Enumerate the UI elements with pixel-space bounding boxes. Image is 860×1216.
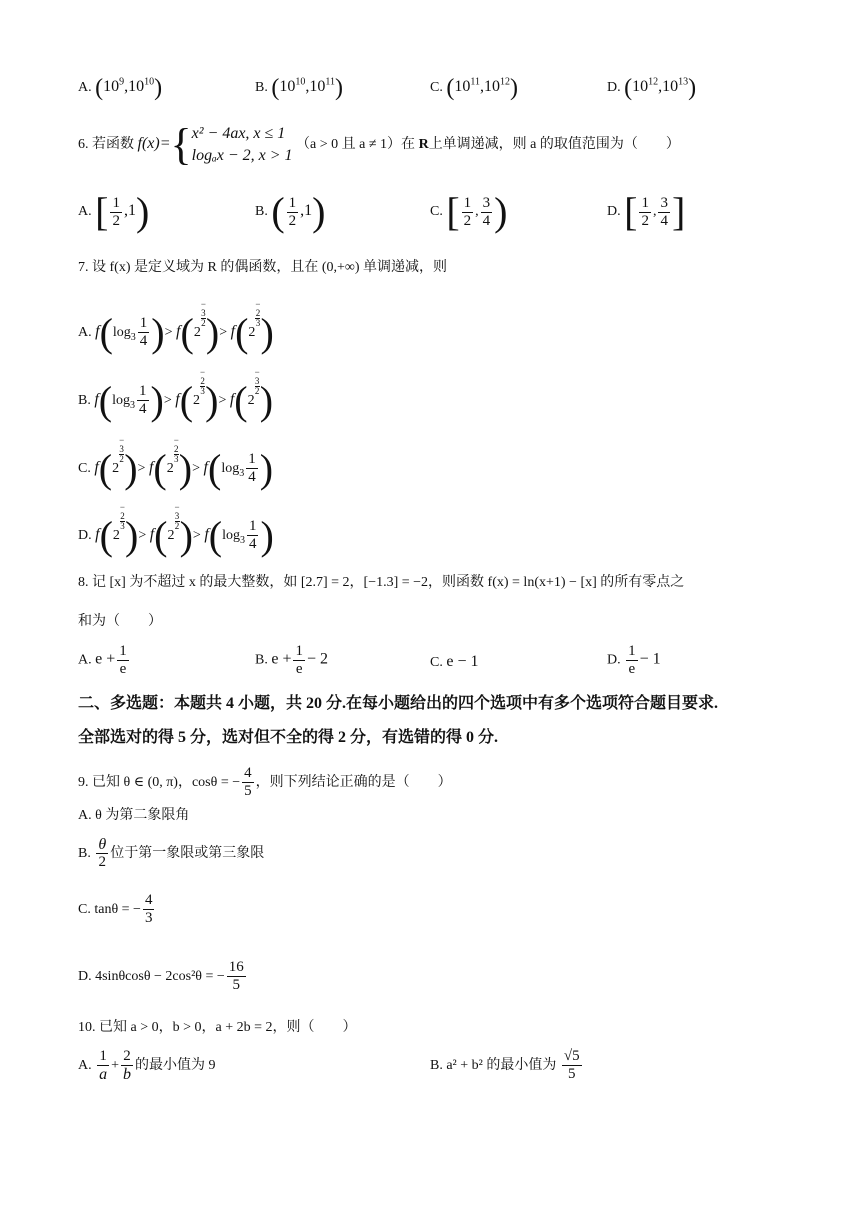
q9-option-d: D. 4sinθcosθ − 2cos²θ = − $\frac{16}{5}$: [78, 959, 244, 994]
q6-stem: 6. 若函数 f(x)={ x² − 4ax, x ≤ 1 logₐx − 2, x > 1 （a > 0 且 a ≠ 1）在 R上单调递减，则 a 的取值范围为（ ）: [78, 119, 680, 169]
q8-option-b: B. e + $\frac{1}{e}$ − 2: [255, 643, 328, 677]
section2-heading-line1: 二、多选题：本题共 4 小题，共 20 分.在每小题给出的四个选项中有多个选项符合题目要求.: [78, 695, 719, 712]
q8-option-a: A. e + $\frac{1}{e}$: [78, 643, 127, 677]
q10-stem: 10. 已知 a > 0，b > 0，a + 2b = 2，则（ ）: [78, 1020, 357, 1035]
q5-option-c: C. $(10^{11},10^{12})$: [430, 74, 518, 101]
q7-option-b: B. $f(\log_3$ $\frac{1}{4}$ )> $f(2^{- 2 3}$ )> $f(2^{- 3 2}$ ): [78, 367, 274, 423]
q9-option-b: B. $\frac{\theta}{2}$ 位于第一象限或第三象限: [78, 836, 265, 871]
q5-option-a: A. $(10^9,10^{10})$: [78, 74, 163, 101]
q6-option-d: D. [ $\frac{1}{2}$ , $\frac{3}{4}$ ]: [607, 189, 686, 234]
q10-option-b: B. a² + b² 的最小值为 $\frac{√5}{5}$: [430, 1048, 580, 1083]
q7-option-d: D. $f(2^{- 2 3}$ )> $f(2^{- 3 2}$ )> $f(\log_3$ $\frac{1}{4}$ ): [78, 502, 274, 558]
q7-stem: 7. 设 f(x) 是定义域为 R 的偶函数，且在 (0,+∞) 单调递减，则: [78, 260, 448, 275]
q8-option-c: C. e − 1: [430, 653, 479, 670]
q8-stem-line2: 和为（ ）: [78, 614, 162, 629]
section2-heading-line2: 全部选对的得 5 分，选对但不全的得 2 分，有选错的得 0 分.: [78, 729, 499, 746]
q9-option-a: A. θ 为第二象限角: [78, 808, 190, 823]
q7-option-c: C. $f(2^{- 3 2}$ )> $f(2^{- 2 3}$ )> $f(\log_3$ $\frac{1}{4}$ ): [78, 435, 274, 491]
q5-option-b: B. $(10^{10},10^{11})$: [255, 74, 343, 101]
q5-option-d: D. $(10^{12},10^{13})$: [607, 74, 697, 101]
q9-option-c: C. tanθ = − $\frac{4}{3}$: [78, 892, 153, 927]
q10-option-a: A. $\frac{1}{a}$ + $\frac{2}{b}$ 的最小值为 9: [78, 1048, 216, 1084]
q6-option-a: A. [ $\frac{1}{2}$ ,1): [78, 189, 150, 234]
q8-option-d: D. $\frac{1}{e}$ − 1: [607, 643, 661, 677]
q8-stem-line1: 8. 记 [x] 为不超过 x 的最大整数，如 [2.7] = 2，[−1.3] = −2，则函数 f(x) = ln(x+1) − [x] 的所有零点之: [78, 575, 685, 590]
q7-option-a: A. $f(\log_3$ $\frac{1}{4}$ )> $f(2^{- 3 2}$ )> $f(2^{- 2 3}$ ): [78, 299, 274, 355]
q6-option-c: C. [ $\frac{1}{2}$ , $\frac{3}{4}$ ): [430, 189, 508, 234]
q6-option-b: B. ( $\frac{1}{2}$ ,1): [255, 189, 326, 234]
q9-stem: 9. 已知 θ ∈ (0, π)，cosθ = − $\frac{4}{5}$ ，则下列结论正确的是（ ）: [78, 765, 452, 800]
